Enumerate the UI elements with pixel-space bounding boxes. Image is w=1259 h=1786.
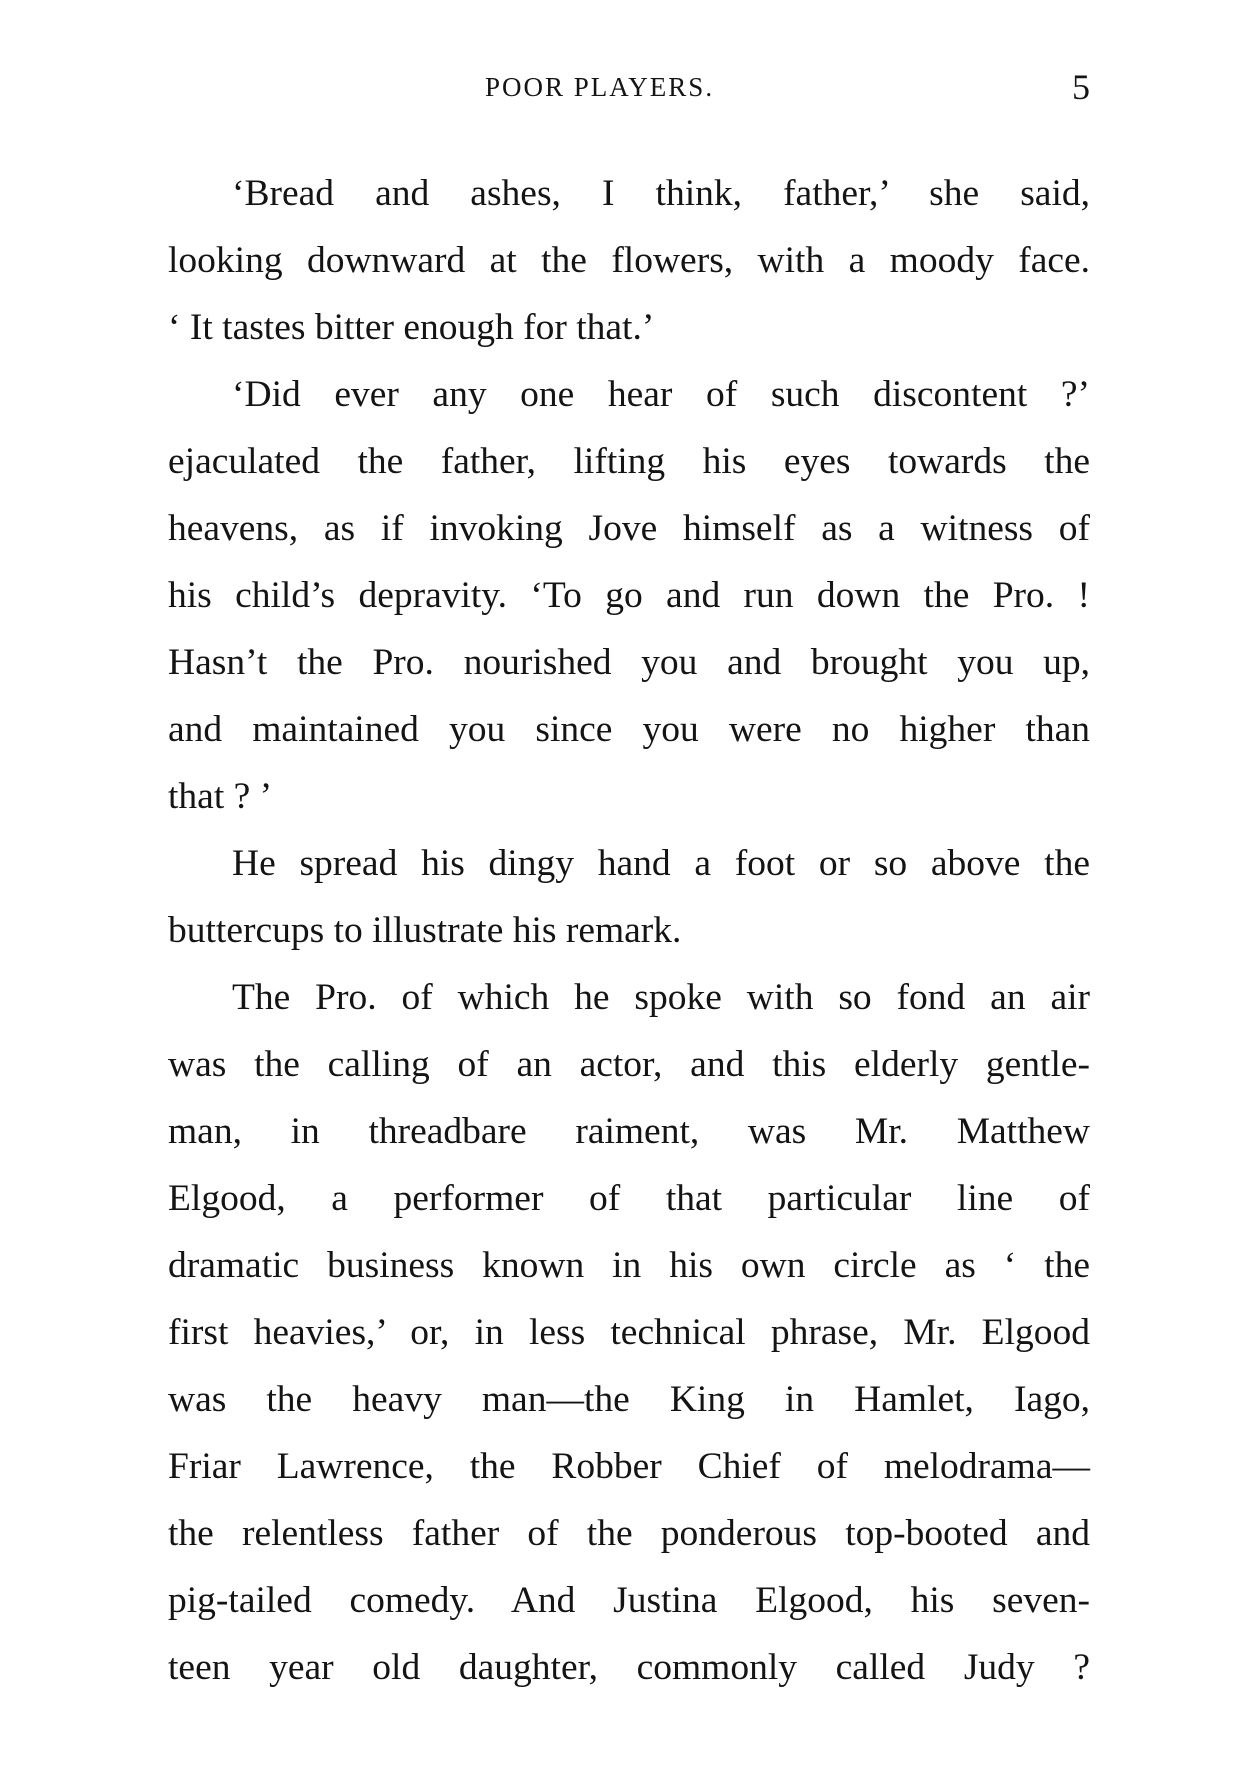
body-text [168, 160, 1090, 1701]
text-line: Hasn’t the Pro. nourished you and brought you up, [168, 642, 1090, 683]
text-line: heavens, as if invoking Jove himself as a witness of [168, 508, 1090, 549]
text-line: dramatic business known in his own circle as ‘ the [168, 1245, 1090, 1286]
text-line: was the calling of an actor, and this elderly gentle- [168, 1044, 1090, 1085]
text-line: and maintained you since you were no higher than [168, 709, 1090, 750]
text-line: that ? ’ [168, 776, 273, 817]
text-line: ejaculated the father, lifting his eyes towards the [168, 441, 1090, 482]
running-header [0, 67, 1259, 112]
text-line: man, in threadbare raiment, was Mr. Matthew [168, 1111, 1090, 1152]
text-line: teen year old daughter, commonly called Judy ? [168, 1647, 1090, 1688]
text-line: ‘Did ever any one hear of such discontent ?’ [232, 374, 1090, 415]
text-line: Friar Lawrence, the Robber Chief of melodrama— [168, 1446, 1090, 1487]
text-line: pig-tailed comedy. And Justina Elgood, his seven- [168, 1580, 1090, 1621]
text-line: ‘Bread and ashes, I think, father,’ she said, [232, 173, 1090, 214]
text-line: buttercups to illustrate his remark. [168, 910, 682, 951]
text-line: looking downward at the flowers, with a moody face. [168, 240, 1090, 281]
text-line: Elgood, a performer of that particular line of [168, 1178, 1090, 1219]
text-line: the relentless father of the ponderous top-booted and [168, 1513, 1090, 1554]
text-line: his child’s depravity. ‘To go and run down the Pro. ! [168, 575, 1090, 616]
text-line: first heavies,’ or, in less technical phrase, Mr. Elgood [168, 1312, 1090, 1353]
page-number: 5 [1072, 67, 1090, 107]
running-title: POOR PLAYERS. [485, 72, 715, 102]
text-line: was the heavy man—the King in Hamlet, Iago, [168, 1379, 1090, 1420]
text-line: The Pro. of which he spoke with so fond an air [232, 977, 1090, 1018]
text-line: He spread his dingy hand a foot or so above the [232, 843, 1090, 884]
text-line: ‘ It tastes bitter enough for that.’ [168, 307, 655, 348]
